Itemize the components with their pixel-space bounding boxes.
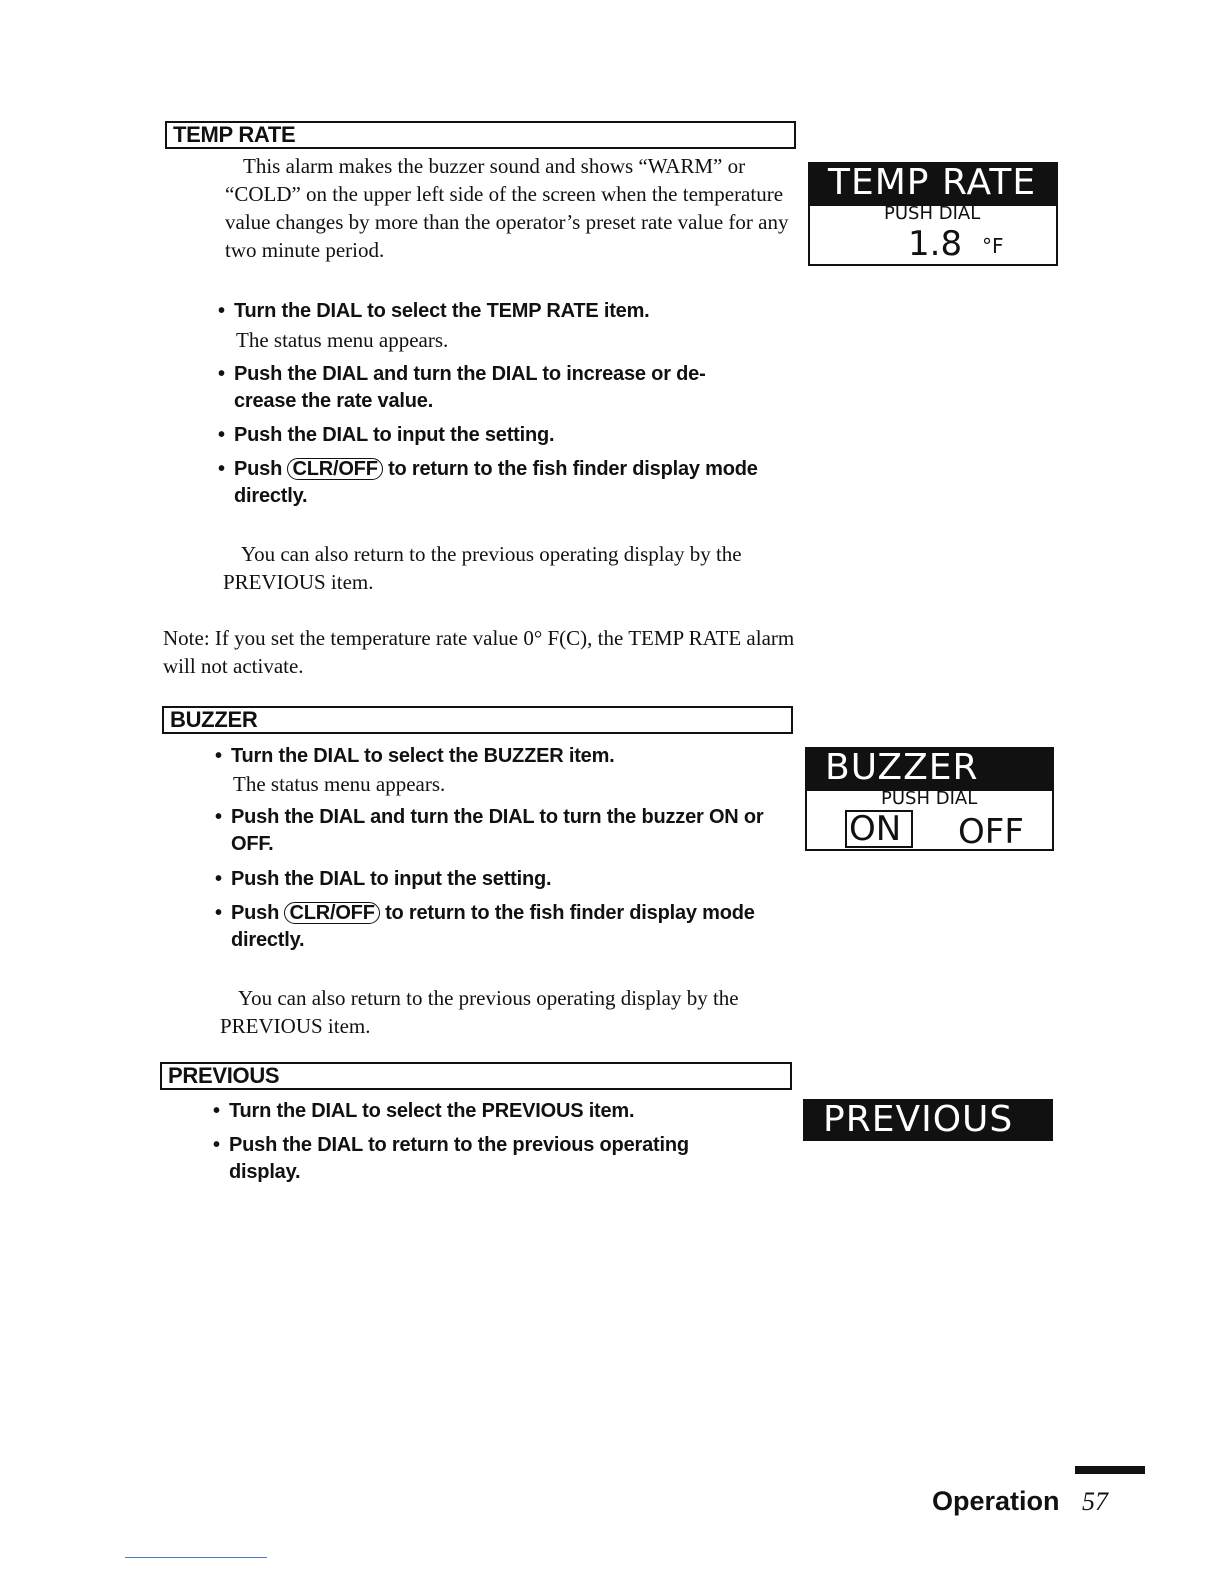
step-text: Push the DIAL to input the setting. xyxy=(231,868,552,890)
page-number: 57 xyxy=(1082,1487,1108,1516)
previous-step-2 xyxy=(213,1132,729,1186)
bullet-icon: • xyxy=(215,806,222,828)
bullet-icon: • xyxy=(215,868,222,890)
buzzer-step-3 xyxy=(215,866,791,893)
buzzer-step-1-sub: The status menu appears. xyxy=(233,772,446,796)
temp-rate-also: You can also return to the previous operating display by the PREVIOUS item. xyxy=(223,542,742,594)
buzzer-step-4 xyxy=(215,900,791,954)
note-label: Note: xyxy=(163,626,210,650)
lcd-buzzer-title: BUZZER xyxy=(805,747,1054,791)
bullet-icon: • xyxy=(218,300,225,322)
temp-rate-step-1-sub: The status menu appears. xyxy=(236,328,449,352)
step-text: to return to the fish finder display mode directly. xyxy=(231,902,755,951)
step-text: Turn the DIAL to select the TEMP RATE item. xyxy=(234,300,650,322)
step-text: Push the DIAL to input the setting. xyxy=(234,424,555,446)
section-heading-temp-rate: TEMP RATE xyxy=(165,121,796,149)
footer-rule xyxy=(1075,1466,1145,1474)
step-text: Push the DIAL and turn the DIAL to turn the buzzer ON or OFF. xyxy=(231,806,764,855)
temp-rate-note xyxy=(163,624,803,680)
temp-rate-intro: This alarm makes the buzzer sound and shows “WARM” or “COLD” on the upper left side of the screen when the temperature value changes by more than the operator’s preset rate value for any two minute period. xyxy=(225,154,789,262)
note-text: If you set the temperature rate value 0° F(C), the TEMP RATE alarm will not activate. xyxy=(163,626,795,678)
lcd-off-option: OFF xyxy=(958,812,1024,852)
bullet-icon: • xyxy=(218,424,225,446)
step-text: Push the DIAL and turn the DIAL to increase or de-crease the rate value. xyxy=(234,363,706,412)
bullet-icon: • xyxy=(213,1100,220,1122)
previous-step-1 xyxy=(213,1098,789,1125)
temp-rate-step-2 xyxy=(218,361,754,415)
bullet-icon: • xyxy=(218,363,225,385)
bullet-icon: • xyxy=(215,902,222,924)
temp-rate-step-4 xyxy=(218,456,794,510)
temp-rate-step-1 xyxy=(218,298,794,325)
lcd-push-dial: PUSH DIAL xyxy=(884,203,981,224)
buzzer-step-2 xyxy=(215,804,791,858)
buzzer-step-1 xyxy=(215,743,791,770)
bullet-icon: • xyxy=(213,1134,220,1156)
step-text: Push the DIAL to return to the previous operating display. xyxy=(229,1134,689,1183)
lcd-unit: °F xyxy=(982,234,1004,258)
lcd-previous-title: PREVIOUS xyxy=(803,1099,1053,1141)
lcd-on-option: ON xyxy=(845,810,913,848)
temp-rate-step-3 xyxy=(218,422,794,449)
clr-off-key: CLR/OFF xyxy=(284,902,379,924)
buzzer-also: You can also return to the previous operating display by the PREVIOUS item. xyxy=(220,986,739,1038)
lcd-rate-value: 1.8 xyxy=(908,224,963,264)
step-text: Push xyxy=(231,902,280,924)
section-heading-previous: PREVIOUS xyxy=(160,1062,792,1090)
step-text: Push xyxy=(234,458,283,480)
step-text: Turn the DIAL to select the PREVIOUS item. xyxy=(229,1100,635,1122)
lcd-temp-rate-title: TEMP RATE xyxy=(808,162,1058,206)
bottom-edge-line xyxy=(125,1557,267,1558)
clr-off-key: CLR/OFF xyxy=(287,458,382,480)
bullet-icon: • xyxy=(215,745,222,767)
bullet-icon: • xyxy=(218,458,225,480)
step-text: Turn the DIAL to select the BUZZER item. xyxy=(231,745,615,767)
section-heading-buzzer: BUZZER xyxy=(162,706,793,734)
lcd-push-dial: PUSH DIAL xyxy=(881,788,978,809)
footer-section-title: Operation xyxy=(932,1486,1060,1516)
step-text: to return to the fish finder display mode directly. xyxy=(234,458,758,507)
